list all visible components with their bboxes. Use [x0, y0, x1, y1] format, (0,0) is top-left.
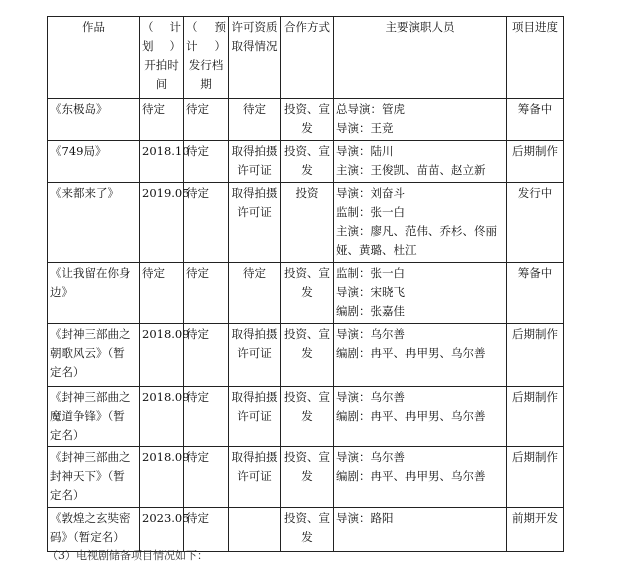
cell-release: 待定	[184, 447, 229, 508]
cell-progress: 后期制作	[507, 447, 564, 508]
cell-work: 《封神三部曲之 魔道争锋》（暂 定名）	[48, 387, 140, 447]
header-row	[48, 17, 564, 99]
cell-work: 《749局》	[48, 141, 140, 183]
cell-progress: 后期制作	[507, 387, 564, 447]
table-row	[48, 387, 564, 447]
cell-license: 取得拍摄 许可证	[229, 183, 281, 263]
cell-cast: 导演：乌尔善 编剧：冉平、冉甲男、乌尔善	[334, 324, 507, 387]
cell-coop: 投资、宣 发	[281, 508, 334, 552]
cell-shoot: 2023.05	[140, 508, 184, 552]
cell-release: 待定	[184, 99, 229, 141]
cell-license: 待定	[229, 99, 281, 141]
cell-cast: 导演：刘奋斗 监制：张一白 主演：廖凡、范伟、乔杉、佟丽 娅、黄璐、杜江	[334, 183, 507, 263]
cell-shoot: 2019.05	[140, 183, 184, 263]
table-row	[48, 263, 564, 324]
cell-shoot: 待定	[140, 99, 184, 141]
cell-release: 待定	[184, 324, 229, 387]
cell-cast: 导演：陆川 主演：王俊凯、苗苗、赵立新	[334, 141, 507, 183]
cell-coop: 投资、宣 发	[281, 99, 334, 141]
cell-progress: 筹备中	[507, 263, 564, 324]
cell-release: 待定	[184, 508, 229, 552]
cell-release: 待定	[184, 387, 229, 447]
cell-license: 取得拍摄 许可证	[229, 141, 281, 183]
cell-coop: 投资、宣 发	[281, 447, 334, 508]
cell-coop: 投资、宣 发	[281, 387, 334, 447]
cell-shoot: 2018.09	[140, 324, 184, 387]
header-release: （预 计） 发行档 期	[184, 17, 229, 99]
cell-coop: 投资、宣 发	[281, 141, 334, 183]
cell-license: 取得拍摄 许可证	[229, 324, 281, 387]
cell-work: 《让我留在你身 边》	[48, 263, 140, 324]
cell-release: 待定	[184, 183, 229, 263]
footnote: （3）电视剧储备项目情况如下：	[47, 549, 208, 562]
table-row	[48, 141, 564, 183]
header-shoot-time: （计 划） 开拍时 间	[140, 17, 184, 99]
project-table	[47, 16, 564, 552]
table-row	[48, 324, 564, 387]
table-row	[48, 183, 564, 263]
cell-shoot: 2018.09	[140, 447, 184, 508]
cell-cast: 导演：乌尔善 编剧：冉平、冉甲男、乌尔善	[334, 387, 507, 447]
table-row	[48, 99, 564, 141]
cell-release: 待定	[184, 263, 229, 324]
cell-coop: 投资	[281, 183, 334, 263]
cell-work: 《封神三部曲之 朝歌风云》（暂 定名）	[48, 324, 140, 387]
cell-license: 取得拍摄 许可证	[229, 447, 281, 508]
cell-release: 待定	[184, 141, 229, 183]
cell-cast: 监制：张一白 导演：宋晓飞 编剧：张嘉佳	[334, 263, 507, 324]
header-license: 许可资质 取得情况	[229, 17, 281, 99]
table-row	[48, 447, 564, 508]
cell-license	[229, 508, 281, 552]
cell-shoot: 2018.10	[140, 141, 184, 183]
cell-progress: 前期开发	[507, 508, 564, 552]
cell-progress: 发行中	[507, 183, 564, 263]
cell-cast: 导演：路阳	[334, 508, 507, 552]
cell-work: 《敦煌之玄奘密 码》（暂定名）	[48, 508, 140, 552]
header-progress: 项目进度	[507, 17, 564, 99]
cell-cast: 导演：乌尔善 编剧：冉平、冉甲男、乌尔善	[334, 447, 507, 508]
cell-work: 《封神三部曲之 封神天下》（暂 定名）	[48, 447, 140, 508]
cell-shoot: 2018.09	[140, 387, 184, 447]
cell-progress: 筹备中	[507, 99, 564, 141]
header-work: 作品	[48, 17, 140, 99]
cell-work: 《东极岛》	[48, 99, 140, 141]
cell-coop: 投资、宣 发	[281, 324, 334, 387]
header-cast: 主要演职人员	[334, 17, 507, 99]
cell-cast: 总导演：管虎 导演：王竞	[334, 99, 507, 141]
header-coop: 合作方式	[281, 17, 334, 99]
cell-progress: 后期制作	[507, 141, 564, 183]
cell-work: 《来都来了》	[48, 183, 140, 263]
cell-license: 取得拍摄 许可证	[229, 387, 281, 447]
cell-coop: 投资、宣 发	[281, 263, 334, 324]
cell-progress: 后期制作	[507, 324, 564, 387]
cell-shoot: 待定	[140, 263, 184, 324]
table-row	[48, 508, 564, 552]
cell-license: 待定	[229, 263, 281, 324]
